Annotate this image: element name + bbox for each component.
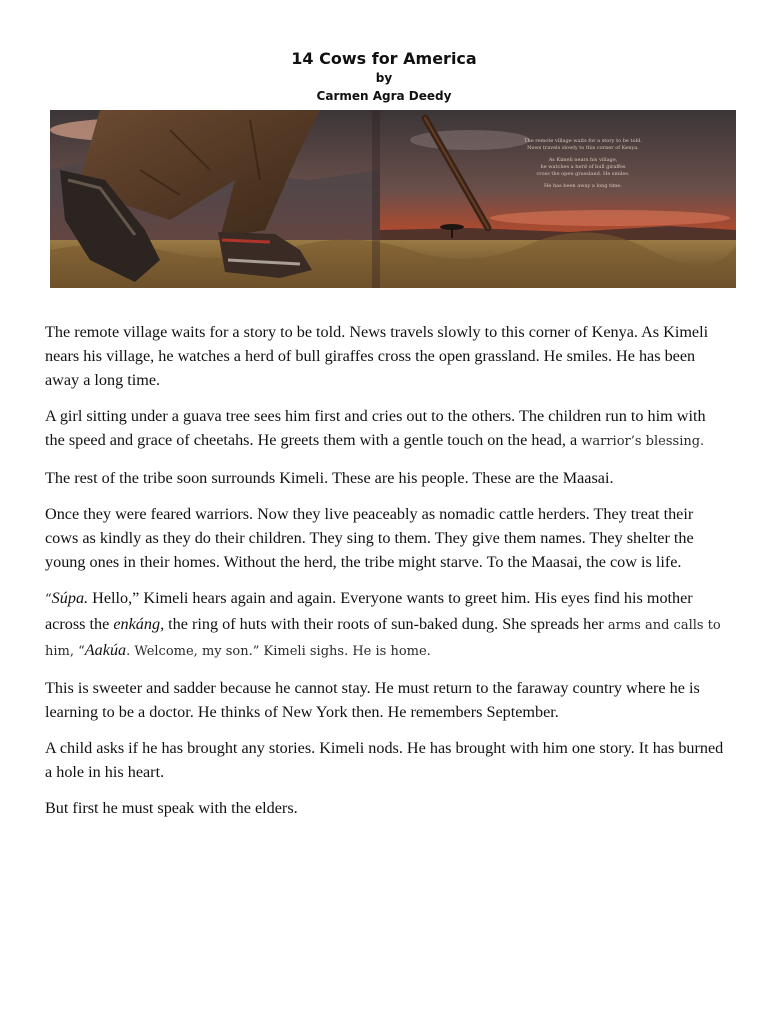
caption-line: News travels slowly to this corner of Kenya. — [527, 145, 639, 151]
paragraph-5-text-c: arms and calls to him, “ — [45, 618, 721, 659]
paragraph-1: The remote village waits for a story to be told. News travels slowly to this corner of Kenya. As Kimeli nears his village, he watches a herd of bull giraffes cross the open grassland. He smiles. He has been away a long time. — [45, 323, 709, 389]
author-name: Carmen Agra Deedy — [316, 89, 452, 103]
book-title: 14 Cows for America — [291, 49, 477, 68]
paragraph-2-tail: warrior’s blessing. — [581, 434, 705, 449]
document-header — [0, 48, 768, 106]
paragraph-5-text-a: Kimeli hears again and again. Everyone wants to greet him. His eyes find his mother across the — [45, 589, 693, 633]
illustration-caption — [498, 138, 668, 195]
maasai-word-supa: Súpa. — [51, 589, 89, 607]
paragraph-5-text-b: the ring of huts with their roots of sun-baked dung. She spreads her — [164, 615, 604, 633]
paragraph-5 — [45, 586, 725, 664]
caption-line: He has been away a long time. — [544, 183, 622, 189]
caption-line: he watches a herd of bull giraffes — [540, 164, 626, 170]
paragraph-2 — [45, 404, 725, 454]
book-spread-illustration — [50, 110, 736, 288]
maasai-word-enkang: enkáng, — [113, 615, 165, 633]
paragraph-3: The rest of the tribe soon surrounds Kimeli. These are his people. These are the Maasai. — [45, 469, 614, 487]
caption-line: cross the open grassland. He smiles. — [536, 171, 630, 177]
open-quote: “ — [45, 592, 52, 607]
illustration-art — [50, 110, 736, 288]
greeting-hello: Hello,” — [88, 589, 140, 607]
paragraph-8: But first he must speak with the elders. — [45, 799, 298, 817]
caption-line: The remote village waits for a story to be told. — [524, 138, 642, 144]
paragraph-7: A child asks if he has brought any stories. Kimeli nods. He has brought with him one story. It has burned a hole in his heart. — [45, 739, 724, 781]
paragraph-4: Once they were feared warriors. Now they live peaceably as nomadic cattle herders. They treat their cows as kindly as they do their children. They sing to them. They give them names. They shelter the young ones in their homes. Without the herd, the tribe might starve. To the Maasai, the cow is life. — [45, 505, 694, 571]
maasai-word-aakua: Aakúa — [84, 641, 127, 659]
caption-line: As Kimeli nears his village, — [548, 157, 618, 163]
byline-label: by — [375, 71, 393, 85]
paragraph-6: This is sweeter and sadder because he cannot stay. He must return to the faraway country where he is learning to be a doctor. He thinks of New York then. He remembers September. — [45, 679, 700, 721]
paragraph-5-text-d: . Welcome, my son.” Kimeli sighs. He is home. — [126, 644, 431, 659]
paragraph-2-text: A girl sitting under a guava tree sees him first and cries out to the others. The children run to him with the speed and grace of cheetahs. He greets them with a gentle touch on the head, a — [45, 407, 706, 449]
story-body — [45, 320, 725, 832]
